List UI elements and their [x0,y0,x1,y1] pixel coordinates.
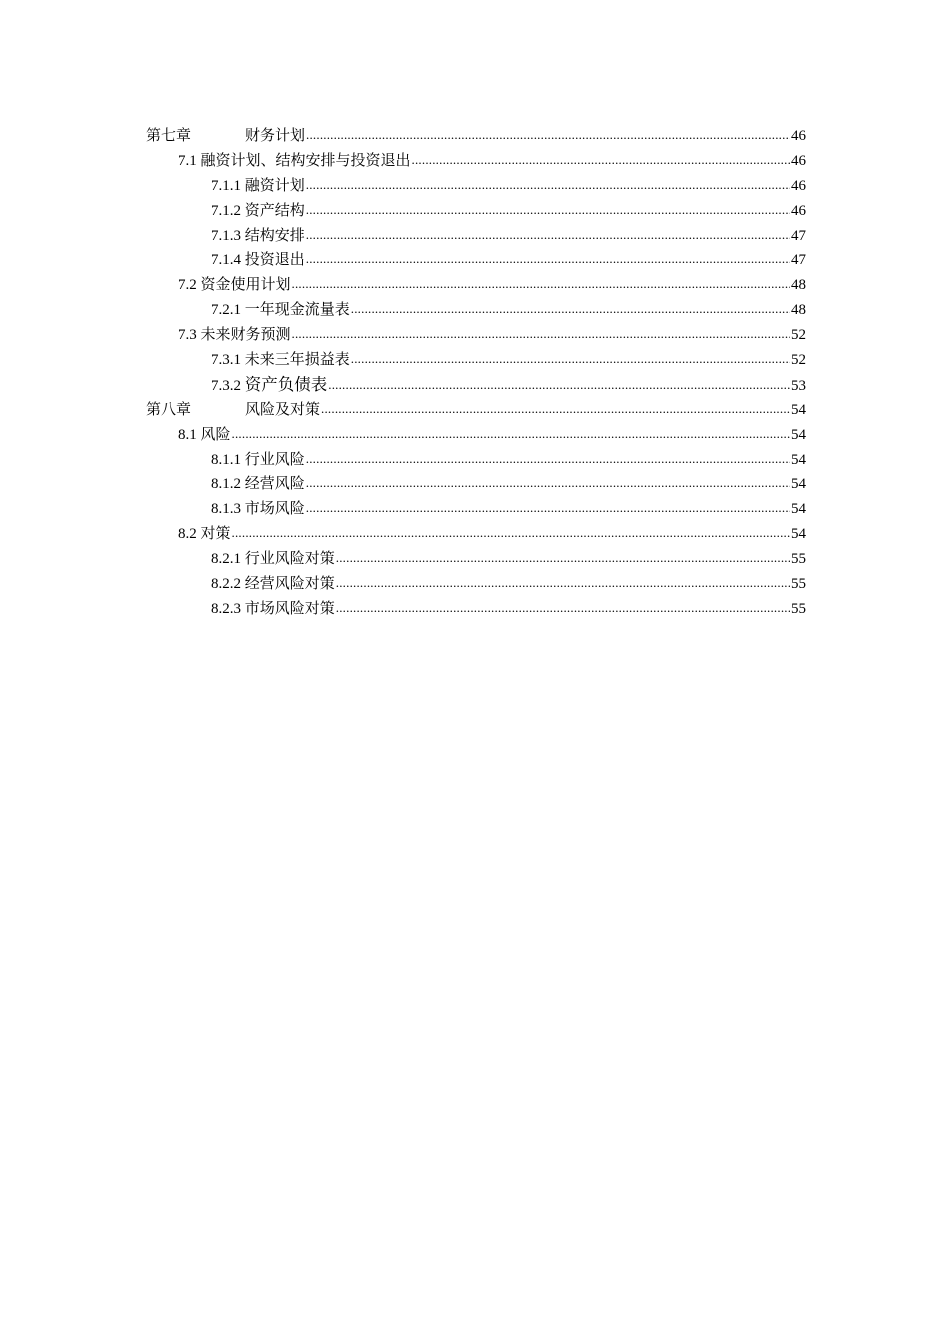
dot-leader [306,496,790,521]
toc-entry-7-2[interactable] [146,273,806,298]
dot-leader [292,322,790,347]
toc-entry-page: 47 [791,227,806,244]
dot-leader [306,173,790,198]
dot-leader [306,198,790,223]
toc-entry-number: 7.1.2 [211,202,241,219]
toc-entry-page: 53 [791,377,806,394]
toc-entry-page: 46 [791,177,806,194]
toc-entry-label: 财务计划 [245,128,306,144]
toc-entry-7-2-1[interactable] [146,298,806,323]
dot-leader [232,521,790,546]
toc-entry-page: 52 [791,352,806,369]
toc-entry-7-1-3[interactable] [146,224,806,249]
toc-entry-chapter-7[interactable] [146,124,806,149]
dot-leader [306,447,790,472]
toc-entry-number: 7.1.1 [211,177,241,194]
dot-leader [328,373,790,398]
toc-entry-page: 54 [791,526,806,543]
toc-entry-label: 风险 [200,426,231,443]
toc-entry-number: 7.2.1 [211,302,241,319]
toc-entry-number: 第七章 [146,128,192,144]
toc-entry-7-3-1[interactable] [146,348,806,373]
toc-entry-label: 融资计划、结构安排与投资退出 [200,152,411,169]
toc-entry-7-3-2[interactable] [146,373,806,398]
dot-leader [336,571,790,596]
dot-leader [292,272,790,297]
toc-entry-label: 经营风险对策 [244,576,335,593]
toc-entry-8-1-1[interactable] [146,448,806,473]
toc-entry-page: 48 [791,277,806,294]
toc-entry-8-2[interactable] [146,522,806,547]
toc-entry-number: 7.1.3 [211,227,241,244]
toc-entry-chapter-8[interactable] [146,398,806,423]
dot-leader [306,123,790,148]
toc-entry-label: 投资退出 [244,252,305,269]
toc-entry-label: 结构安排 [244,227,305,244]
toc-entry-label: 融资计划 [244,177,305,194]
toc-entry-page: 47 [791,252,806,269]
toc-entry-number: 8.2.2 [211,576,241,593]
toc-entry-label: 资产结构 [244,202,305,219]
toc-entry-number: 第八章 [146,401,192,418]
toc-entry-7-1[interactable] [146,149,806,174]
toc-entry-number: 8.1 [178,426,197,443]
toc-entry-page: 54 [791,451,806,468]
toc-entry-number: 7.1.4 [211,252,241,269]
dot-leader [336,546,790,571]
dot-leader [412,148,790,173]
toc-entry-label: 对策 [200,526,231,543]
dot-leader [351,297,790,322]
toc-entry-label: 资产负债表 [244,374,328,394]
dot-leader [232,422,790,447]
toc-entry-number: 8.2.3 [211,600,241,617]
toc-entry-label: 经营风险 [244,476,305,493]
toc-entry-number: 8.1.3 [211,501,241,518]
toc-entry-8-1-3[interactable] [146,497,806,522]
toc-entry-page: 52 [791,327,806,344]
toc-entry-label: 未来三年损益表 [244,352,350,369]
toc-entry-page: 55 [791,600,806,617]
toc-entry-8-2-1[interactable] [146,547,806,572]
dot-leader [351,347,790,372]
toc-entry-7-1-4[interactable] [146,248,806,273]
toc-entry-page: 54 [791,426,806,443]
toc-entry-page: 54 [791,401,806,418]
toc-entry-label: 风险及对策 [245,401,321,418]
dot-leader [306,471,790,496]
toc-entry-label: 资金使用计划 [200,277,291,294]
toc-entry-number: 8.1.2 [211,476,241,493]
toc-entry-number: 7.2 [178,277,197,294]
toc-entry-8-2-2[interactable] [146,572,806,597]
toc-entry-page: 54 [791,476,806,493]
toc-entry-number: 7.3.2 [211,377,241,394]
dot-leader [306,223,790,248]
toc-entry-page: 54 [791,501,806,518]
toc-entry-number: 7.3.1 [211,352,241,369]
toc-entry-label: 市场风险 [244,501,305,518]
toc-entry-label: 未来财务预测 [200,327,291,344]
toc-entry-number: 7.3 [178,327,197,344]
toc-entry-page: 55 [791,576,806,593]
toc-entry-7-3[interactable] [146,323,806,348]
toc-entry-label: 一年现金流量表 [244,302,350,319]
toc-entry-label: 行业风险对策 [244,551,335,568]
toc-entry-8-1-2[interactable] [146,472,806,497]
toc-entry-page: 48 [791,302,806,319]
toc-entry-number: 8.2.1 [211,551,241,568]
toc-entry-number: 8.2 [178,526,197,543]
toc-entry-label: 市场风险对策 [244,600,335,617]
toc-entry-page: 46 [791,202,806,219]
toc-entry-number: 7.1 [178,152,197,169]
toc-entry-8-1[interactable] [146,423,806,448]
toc-entry-page: 46 [791,152,806,169]
dot-leader [321,397,790,422]
toc-entry-number: 8.1.1 [211,451,241,468]
toc-entry-page: 46 [791,128,806,144]
toc-entry-page: 55 [791,551,806,568]
toc-entry-label: 行业风险 [244,451,305,468]
dot-leader [306,247,790,272]
toc-entry-7-1-1[interactable] [146,174,806,199]
toc-entry-8-2-3[interactable] [146,597,806,622]
dot-leader [336,596,790,621]
table-of-contents [146,124,806,622]
toc-entry-7-1-2[interactable] [146,199,806,224]
